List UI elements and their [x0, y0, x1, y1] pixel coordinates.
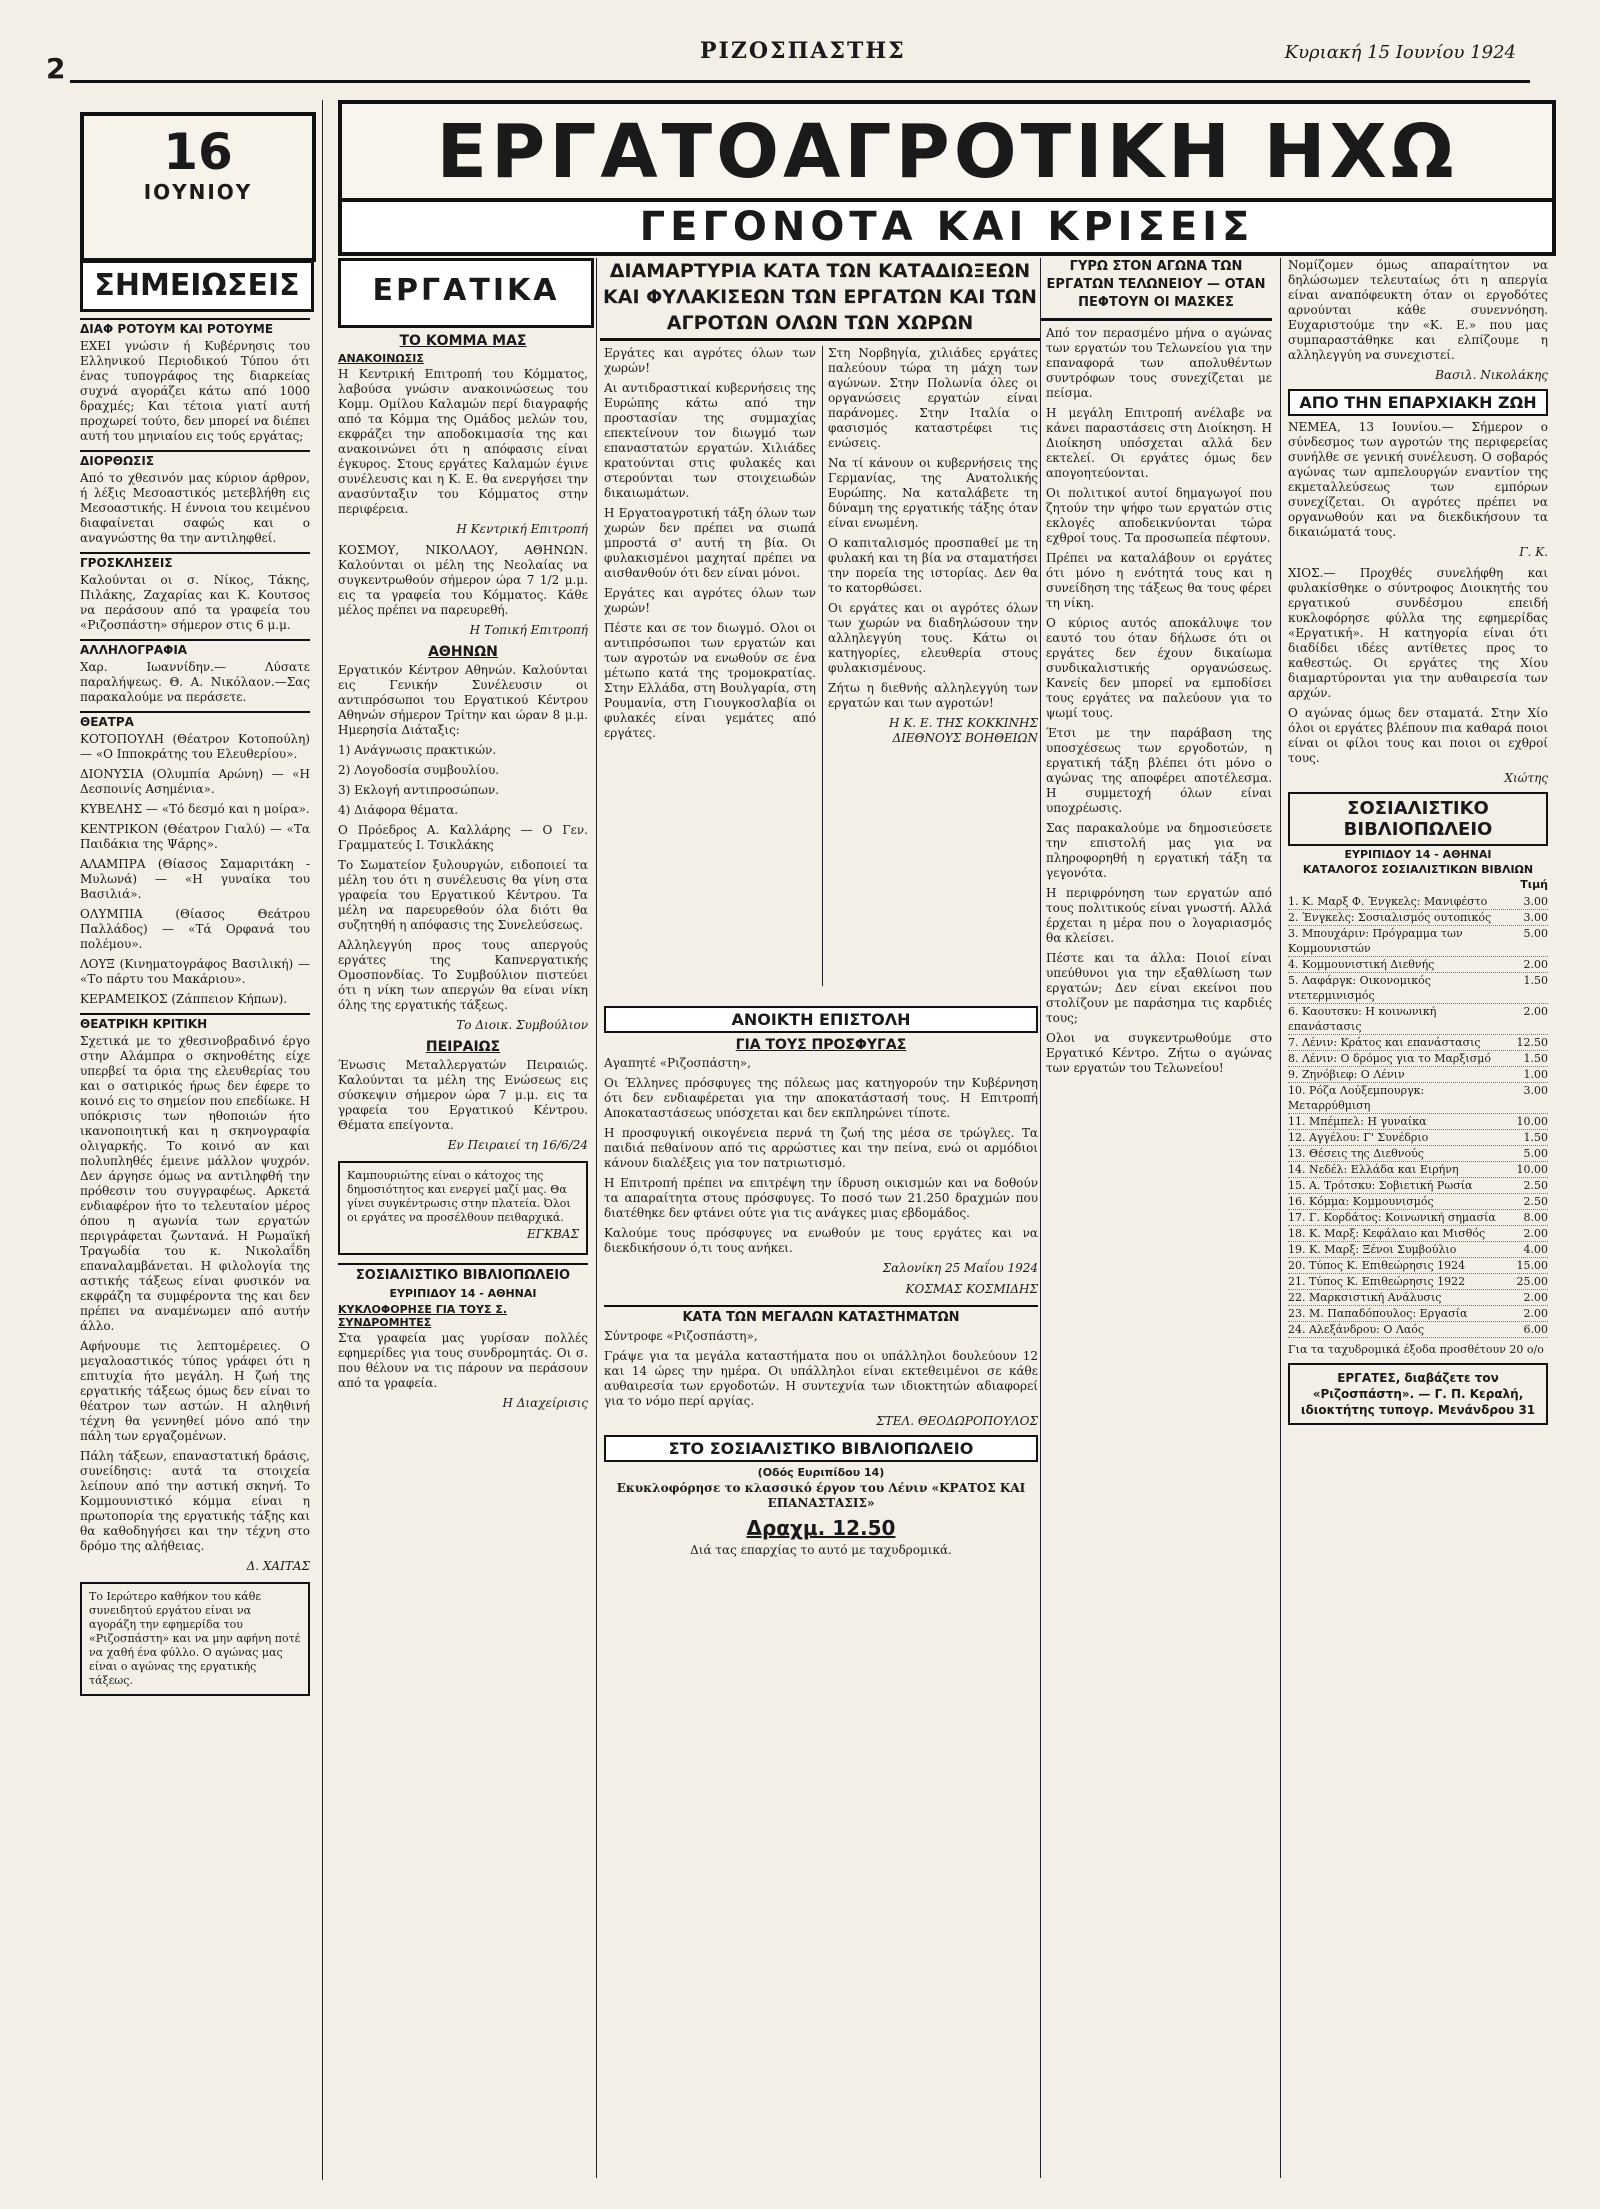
book-title: 21. Τύπος Κ. Επιθεώρησις 1922 [1288, 1275, 1466, 1288]
book-title: 1. Κ. Μαρξ Φ. Ένγκελς: Μανιφέστο [1288, 895, 1488, 908]
left-column [80, 312, 310, 2172]
piraeus-text: Ένωσις Μεταλλεργατών Πειραιώς. Καλούνται τα μέλη της Ενώσεως εις σύσκεψιν σήμερον ώρα 7 μ.μ. εις τα γραφεία του Εργατικού Κέντρου. Θέματα επείγοντα. [338, 1058, 588, 1132]
section-head: ΔΙΑΦ ΡΟΤΟΥΜ ΚΑΙ ΡΟΤΟΥΜΕ [80, 318, 310, 336]
letter2-salutation: Σύντροφε «Ριζοσπάστη», [604, 1329, 758, 1343]
section-text: ΕΧΕΙ γνώσιν ή Κυβέρνησις του Ελληνικού Περιοδικού Τύπου ότι ένας τυπογράφος της διαρκείας συχνά αγοράζει κάτω από 1000 δραχμές; Και τέτοια γιατί αυτή προχωρεί τούτο, δεν μπορεί να διέπει αυτή του μηνιαίου εις τούς εργάτας; [80, 339, 310, 443]
boxed-text: Καμπουριώτης είναι ο κάτοχος της δημοσιότητος και ενεργεί μαζί μας. Θα γίνει συγκέντρωσις στην πλατεία. Όλοι οι εργάτες να προσέλθουν πειθαρχικά. [347, 1169, 571, 1224]
party-signature: Η Τοπική Επιτροπή [469, 623, 588, 637]
section-head: ΑΛΛΗΛΟΓΡΑΦΙΑ [80, 639, 310, 657]
critique-text: Σχετικά με το χθεσινοβραδινό έργο στην Αλάμπρα ο σκηνοθέτης είχε υπερβεί τα όρια της ελευθερίας του και ο σατιρικός ήρως δεν έφερε το κοινό εις το σημείον που επεδίωκε. Η υπόκρισις των ηθοποιών ήτο ικανοποιητική και η σκηνογραφία ολιγαρκής. Το κοινό αν και πολυπληθές έμεινε μάλλον ψυχρόν. Δεν άργησε όμως να αντιληφθή την πρόθεσιν του συγγραφέως. Αρκετά ενδιαφέρον ήτο το τελευταίον μέρος όπου η αγωνία των εργατών περιγράφεται ζωντανά. Η Ρωμαϊκή Τραγωδία του κ. Νικολαΐδη επαναλαμβάνεται. Η φιλολογία της αστικής τάξεως είναι φυσικόν να εκφράζη τα συμφέροντα της και δεν πρέπει να αναμένωμεν από αυτήν άλλο. [80, 1034, 310, 1333]
book-price: 6.00 [1523, 1323, 1548, 1336]
book-price: 2.50 [1523, 1195, 1548, 1208]
book-title: 13. Θέσεις της Διεθνούς [1288, 1147, 1424, 1160]
letter-head: ΑΝΟΙΚΤΗ ΕΠΙΣΤΟΛΗ [604, 1006, 1038, 1033]
book-title: 24. Αλεξάνδρου: Ο Λαός [1288, 1323, 1425, 1336]
book-price: 3.00 [1523, 895, 1548, 908]
section-text: Από το χθεσινόν μας κύριον άρθρον, ή λέξις Μεσοαστικός μετεβλήθη εις Μεσοαστικής. Η έννοια του κειμένου διαφαίνεται σαφώς και ο αναγνώστης θα την αντιληφθεί. [80, 471, 310, 545]
struggle-paragraph: Η περιφρόνηση των εργατών από τους πολιτικούς είναι γνωστή. Αλλά έρχεται η μέρα που ο λογαριασμός θα κλείσει. [1046, 886, 1272, 945]
nemea-text: ΝΕΜΕΑ, 13 Ιουνίου.— Σήμερον ο σύνδεσμος των αγροτών της περιφερείας συνήλθε σε γενική συνέλευση. Ο σοβαρός αγώνας των αμπελουργών εναντίον της εκμεταλλεύσεως των εμπόρων συνεχίζεται. Οι αγρότες πρέπει να οργανωθούν και να διεκδικήσουν τα δικαιώματά τους. [1288, 420, 1548, 539]
book-price: 10.00 [1516, 1115, 1548, 1128]
banner-title: ΕΡΓΑΤΟΑΓΡΟΤΙΚΗ ΗΧΩ [436, 109, 1458, 195]
letter2-signature: ΣΤΕΛ. ΘΕΟΔΩΡΟΠΟΥΛΟΣ [876, 1414, 1038, 1428]
book-title: 16. Κόμμα: Κομμουνισμός [1288, 1195, 1434, 1208]
reader-notice-box: Το Ιερώτερο καθήκον του κάθε συνειδητού εργάτου είναι να αγοράζη την εφημερίδα του «Ριζοσπάστη» και να μην αφήνη ποτέ να χαθή ένα φύλλο. Ο αγώνας μας είναι ο αγώνας της εργατικής τάξεως. [80, 1582, 310, 1696]
struggle-paragraph: Η μεγάλη Επιτροπή ανέλαβε να κάνει παραστάσεις στη Διοίκηση. Η Διοίκηση υπόσχεται αλλά δεν εκτελεί. Οι εργάτες όμως δεν απογοητεύονται. [1046, 406, 1272, 480]
struggle-paragraph: Σας παρακαλούμε να δημοσιεύσετε την επιστολή μας για να πληροφορηθή η εργατική τάξη τα γεγονότα. [1046, 821, 1272, 880]
critique-head: ΘΕΑΤΡΙΚΗ ΚΡΙΤΙΚΗ [80, 1013, 310, 1031]
protest-paragraph: Πέστε και σε τον διωγμό. Ολοι οι αντιπρόσωποι των εργατών και των αγροτών να ενωθούν σε ένα μέτωπο κατά της τρομοκρατίας. Στην Ελλάδα, στη Βουλγαρία, στη Ρουμανία, στη Γιουγκοσλαβία οι φυλακές είναι γεμάτες από εργάτες. [604, 621, 816, 740]
right-column [1288, 258, 1548, 2173]
book-entry [1288, 1290, 1548, 1306]
book-price: 2.50 [1523, 1179, 1548, 1192]
critique-text: Αφήνουμε τις λεπτομέρειες. Ο μεγαλοαστικός τύπος γράφει ότι η επιτυχία ήτο μεγάλη. Η ζωή της εργατικής τάξεως όμως δεν είναι το θέατρον των αστών. Η αληθινή τέχνη θα γεννηθεί μόνο από την πάλη των εργαζομένων. [80, 1339, 310, 1443]
protest-column-2 [828, 346, 1038, 996]
struggle-headline: ΓΥΡΩ ΣΤΟΝ ΑΓΩΝΑ ΤΩΝ ΕΡΓΑΤΩΝ ΤΕΛΩΝΕΙΟΥ — ΟΤΑΝ ΠΕΦΤΟΥΝ ΟΙ ΜΑΣΚΕΣ [1040, 258, 1272, 321]
book-title: 5. Λαφάργκ: Οικονομικός ντετερμινισμός [1288, 974, 1431, 1002]
section-head: ΓΡΟΣΚΛΗΣΕΙΣ [80, 552, 310, 570]
theatre-entry: ΑΛΑΜΠΡΑ (Θίασος Σαμαριτάκη - Μυλωνά) — «Η γυναίκα του Βασιλιά». [80, 857, 310, 901]
books-note: Για τα ταχυδρομικά έξοδα προσθέτουν 20 ο/ο [1288, 1343, 1544, 1356]
column-rule [822, 346, 823, 986]
protest-paragraph: Ο καπιταλισμός προσπαθεί με τη φυλακή και τη βία να σταματήσει την πορεία της ιστορίας. Δεν θα το κατορθώσει. [828, 536, 1038, 595]
chios-text: Ο αγώνας όμως δεν σταματά. Στην Χίο όλοι οι εργάτες βλέπουν πια καθαρά ποιοι είναι οι φίλοι τους και ποιοι οι εχθροί τους. [1288, 706, 1548, 765]
ergatika-boxed-notice [338, 1161, 588, 1255]
struggle-column [1046, 326, 1272, 2172]
boxed-signature: ΕΓΚΒΑΣ [526, 1227, 579, 1241]
book-entry [1288, 1226, 1548, 1242]
book-entry [1288, 1322, 1548, 1338]
store-text: Στα γραφεία μας γυρίσαν πολλές εφημερίδες για τους συνδρομητάς. Οι σ. που θέλουν να τις πάρουν να περάσουν από τα γραφεία. [338, 1331, 588, 1390]
paper-name: ΡΙΖΟΣΠΑΣΤΗΣ [700, 38, 906, 64]
bookstore-address: ΕΥΡΙΠΙΔΟΥ 14 - ΑΘΗΝΑΙ [1344, 848, 1492, 861]
store2-sub: (Οδός Ευριπίδου 14) [757, 1466, 885, 1479]
book-price: 15.00 [1516, 1259, 1548, 1272]
book-price: 3.00 [1523, 1084, 1548, 1097]
party-signature: Η Κεντρική Επιτροπή [456, 522, 588, 536]
book-title: 3. Μπουχάριν: Πρόγραμμα των Κομμουνιστών [1288, 927, 1463, 955]
book-title: 12. Αγγέλου: Γ' Συνέδριο [1288, 1131, 1429, 1144]
book-price: 10.00 [1516, 1163, 1548, 1176]
date-month: ΙΟΥΝΙΟΥ [143, 180, 253, 204]
store-note: ΚΥΚΛΟΦΟΡΗΣΕ ΓΙΑ ΤΟΥΣ Σ. ΣΥΝΔΡΟΜΗΤΕΣ [338, 1303, 508, 1329]
athens-text: Εργατικόν Κέντρον Αθηνών. Καλούνται εις Γενικήν Συνέλευσιν οι αντιπρόσωποι του Εργατικού Κέντρου Αθηνών σήμερον Τρίτην και ώραν 8 μ.μ. Ημερησία Διάταξις: [338, 663, 588, 737]
book-title: 8. Λένιν: Ο δρόμος για το Μαρξισμό [1288, 1052, 1492, 1065]
book-price: 1.50 [1523, 974, 1548, 987]
letter-date: Σαλονίκη 25 Μαΐου 1924 [882, 1261, 1038, 1275]
book-entry [1288, 1274, 1548, 1290]
book-entry [1288, 1067, 1548, 1083]
book-entry [1288, 1130, 1548, 1146]
book-title: 9. Ζηνόβιεφ: Ο Λένιν [1288, 1068, 1405, 1081]
struggle-paragraph: Από τον περασμένο μήνα ο αγώνας των εργατών του Τελωνείου για την επαναφορά των απολυθέντων συντρόφων τους συνεχίζεται με πείσμα. [1046, 326, 1272, 400]
book-entry [1288, 1114, 1548, 1130]
book-price: 1.50 [1523, 1131, 1548, 1144]
union-text: Το Σωματείον ξυλουργών, ειδοποιεί τα μέλη του ότι η συνέλευσις θα γίνη στα γραφεία του Εργατικού Κέντρου. Τα μέλη να παρευρεθούν όλα διότι θα συζητηθή η απόφασις της Συνελεύσεως. [338, 858, 588, 932]
ergatika-box [338, 258, 594, 328]
protest-paragraph: Εργάτες και αγρότες όλων των χωρών! [604, 586, 816, 615]
critique-text: Πάλη τάξεων, επαναστατική δράσις, συνείδησις: αυτά τα στοιχεία λείπουν από την αστική σκηνή. Το Κομμουνιστικό κόμμα είναι η πρωτοπορία της εργατικής τάξης και θα καθοδηγήσει και την τέχνη στο δρόμο της αλήθειας. [80, 1449, 310, 1553]
letter-salutation: Αγαπητέ «Ριζοσπάστη», [604, 1056, 751, 1070]
ergatika-column [338, 330, 588, 2170]
protest-paragraph: Η Εργατοαγροτική τάξη όλων των χωρών δεν πρέπει να σιωπά μπροστά σ' αυτή τη βία. Οι φυλακισμένοι μαχηταί πρέπει να αισθανθούν ότι δεν είναι μόνοι. [604, 506, 816, 580]
protest-paragraph: Στη Νορβηγία, χιλιάδες εργάτες παλεύουν τώρα τη μάχη των αγώνων. Στην Πολωνία όλες οι οργανώσεις εργατών είναι παράνομες. Στην Ιταλία ο φασισμός καταστρέφει τις ενώσεις. [828, 346, 1038, 450]
book-entry [1288, 1004, 1548, 1035]
book-entry [1288, 1194, 1548, 1210]
book-title: 2. Ένγκελς: Σοσιαλισμός ουτοπικός [1288, 911, 1492, 924]
theatre-entry: ΚΕΡΑΜΕΙΚΟΣ (Ζάππειον Κήπων). [80, 992, 288, 1006]
book-title: 18. Κ. Μαρξ: Κεφάλαιο και Μισθός [1288, 1227, 1486, 1240]
book-price: 1.00 [1523, 1068, 1548, 1081]
book-title: 22. Μαρκσιστική Ανάλυσις [1288, 1291, 1442, 1304]
book-price: 2.00 [1523, 1307, 1548, 1320]
date-box [80, 112, 316, 262]
protest-paragraph: Να τί κάνουν οι κυβερνήσεις της Γερμανίας, της Ανατολικής Ευρώπης. Να καταλάβετε τη δύναμη της εργατικής τάξης όταν είναι ενωμένη. [828, 456, 1038, 530]
protest-headline: ΔΙΑΜΑΡΤΥΡΙΑ ΚΑΤΑ ΤΩΝ ΚΑΤΑΔΙΩΞΕΩΝ ΚΑΙ ΦΥΛΑΚΙΣΕΩΝ ΤΩΝ ΕΡΓΑΤΩΝ ΚΑΙ ΤΩΝ ΑΓΡΟΤΩΝ ΟΛΩΝ ΤΩΝ ΧΩΡΩΝ [600, 258, 1040, 341]
book-title: 19. Κ. Μαρξ: Ξένοι Συμβούλιο [1288, 1243, 1457, 1256]
life-head: ΑΠΟ ΤΗΝ ΕΠΑΡΧΙΑΚΗ ΖΩΗ [1288, 389, 1548, 416]
letter-author: ΚΟΣΜΑΣ ΚΟΣΜΙΔΗΣ [905, 1282, 1038, 1296]
section-head: ΔΙΟΡΘΩΣΙΣ [80, 450, 310, 468]
letter-sub: ΓΙΑ ΤΟΥΣ ΠΡΟΣΦΥΓΑΣ [735, 1037, 907, 1053]
letter-paragraph: Η προσφυγική οικογένεια περνά τη ζωή της μέσα σε τρώγλες. Τα παιδιά πεθαίνουν από τις αρρώστιες και την πείνα, ενώ οι αρμόδιοι κάνουν διαλέξεις για τον πατριωτισμό. [604, 1126, 1038, 1170]
book-entry [1288, 957, 1548, 973]
struggle-paragraph: Πρέπει να καταλάβουν οι εργάτες ότι μόνο η ενότητά τους και η συνείδηση της τάξεως θα τους φέρει τη νίκη. [1046, 551, 1272, 610]
book-title: 7. Λένιν: Κράτος και επανάστασις [1288, 1036, 1481, 1049]
agenda-item: 2) Λογοδοσία συμβουλίου. [338, 763, 500, 777]
book-price: 5.00 [1523, 927, 1548, 940]
book-title: 17. Γ. Κορδάτος: Κοινωνική σημασία [1288, 1211, 1496, 1224]
section-banner [338, 100, 1556, 202]
agenda-signature: Ο Πρόεδρος Α. Καλλάρης — Ο Γεν. Γραμματεύς Ι. Τσικλάκης [338, 823, 588, 852]
book-entry [1288, 973, 1548, 1004]
page-number: 2 [46, 52, 66, 85]
store2-note: Διά τας επαρχίας το αυτό με ταχυδρομικά. [690, 1543, 952, 1557]
union-signature: Το Διοικ. Συμβούλιον [456, 1018, 588, 1032]
struggle-paragraph: Ολοι να συγκεντρωθούμε στο Εργατικό Κέντρο. Ζήτω ο αγώνας των εργατών του Τελωνείου! [1046, 1031, 1272, 1075]
letter-paragraph: Η Επιτροπή πρέπει να επιτρέψη την ίδρυση οικισμών και να δοθούν τα απαραίτητα στους πρόσφυγες. Το ποσό των 21.250 δραχμών που διατέθηκε δεν φτάνει ούτε για τις ανάγκες μιας εβδομάδος. [604, 1176, 1038, 1220]
protest-column-1 [604, 346, 816, 996]
book-list [1288, 894, 1548, 1338]
column-rule [1040, 258, 1041, 2178]
price-column-head: Τιμή [1520, 878, 1548, 891]
agenda-item: 1) Ανάγνωσις πρακτικών. [338, 743, 497, 757]
theatre-entry: ΟΛΥΜΠΙΑ (Θίασος Θεάτρου Παλλάδος) — «Τά Ορφανά του πολέμου». [80, 907, 310, 951]
letter2-text: Γράψε για τα μεγάλα καταστήματα που οι υπάλληλοι δουλεύουν 12 και 14 ώρες την ημέρα. Οι υπάλληλοι είναι εκτεθειμένοι σε κάθε αυθαιρεσία των εργοδοτών. Η συντεχνία των ιδιοκτητών αδιαφορεί για το νόμο περί αργίας. [604, 1349, 1038, 1408]
critique-signature: Δ. ΧΑΙΤΑΣ [246, 1559, 310, 1573]
store-sub: ΕΥΡΙΠΙΔΟΥ 14 - ΑΘΗΝΑΙ [389, 1287, 537, 1300]
chios-signature: Χιώτης [1504, 771, 1548, 785]
store-head: ΣΟΣΙΑΛΙΣΤΙΚΟ ΒΙΒΛΙΟΠΩΛΕΙΟ [338, 1263, 588, 1283]
paper-date: Κυριακή 15 Ιουνίου 1924 [1284, 42, 1516, 63]
letter2-head: ΚΑΤΑ ΤΩΝ ΜΕΓΑΛΩΝ ΚΑΤΑΣΤΗΜΑΤΩΝ [604, 1305, 1038, 1325]
book-title: 4. Κομμουνιστική Διεθνής [1288, 958, 1435, 971]
section-text: Χαρ. Ιωαννίδην.— Λύσατε παραλήψεως. Θ. Α. Νικόλαον.—Σας παρακαλούμε να περάσετε. [80, 660, 310, 704]
book-entry [1288, 1051, 1548, 1067]
book-entry [1288, 926, 1548, 957]
footer-box: ΕΡΓΑΤΕΣ, διαβάζετε τον «Ριζοσπάστη». — Γ. Π. Κεραλή, ιδιοκτήτης τυπογρ. Μενάνδρου 31 [1288, 1363, 1548, 1425]
letter-paragraph: Οι Έλληνες πρόσφυγες της πόλεως μας κατηγορούν την Κυβέρνηση ότι δεν ενδιαφέρεται για την αποκατάστασή τους. Η Επιτροπή Αποκαταστάσεως υπόσχεται και δεν εκπληρώνει τίποτε. [604, 1076, 1038, 1120]
book-entry [1288, 1242, 1548, 1258]
athens-head: ΑΘΗΝΩΝ [428, 644, 498, 660]
protest-paragraph: Αι αντιδραστικαί κυβερνήσεις της Ευρώπης κάτω από την προστασίαν της συμμαχίας επεκτείνουν τον διωγμό των επαναστατών εργατών. Χιλιάδες κρατούνται στις φυλακές και στερούνται των στοιχειωδών δικαιωμάτων. [604, 381, 816, 500]
book-entry [1288, 1162, 1548, 1178]
store2-head: ΣΤΟ ΣΟΣΙΑΛΙΣΤΙΚΟ ΒΙΒΛΙΟΠΩΛΕΙΟ [604, 1435, 1038, 1462]
book-entry [1288, 1178, 1548, 1194]
letter-column [604, 1000, 1038, 2170]
book-entry [1288, 1210, 1548, 1226]
book-price: 2.00 [1523, 958, 1548, 971]
book-price: 2.00 [1523, 1005, 1548, 1018]
store2-text: Εκυκλοφόρησε το κλασσικό έργον του Λένιν «ΚΡΑΤΟΣ ΚΑΙ ΕΠΑΝΑΣΤΑΣΙΣ» [616, 1481, 1026, 1510]
book-price: 25.00 [1516, 1275, 1548, 1288]
book-entry [1288, 1306, 1548, 1322]
book-price: 2.00 [1523, 1227, 1548, 1240]
section-text: Καλούνται οι σ. Νίκος, Τάκης, Πιλάκης, Ζαχαρίας και Κ. Κουτσος να περάσουν από τα γραφεία του «Ριζοσπάστη» σήμερον στις 6 μ.μ. [80, 573, 310, 632]
party-text: ΚΟΣΜΟΥ, ΝΙΚΟΛΑΟΥ, ΑΘΗΝΩΝ. Καλούνται οι μέλη της Νεολαίας να συγκεντρωθούν σήμερον ώρα 7 1/2 μ.μ. εις τα γραφεία του Κόμματος. Κάθε μέλος πρέπει να παρευρεθή. [338, 543, 588, 617]
theatre-entry: ΚΥΒΕΛΗΣ — «Τό δεσμό και η μοίρα». [80, 802, 310, 816]
book-price: 5.00 [1523, 1147, 1548, 1160]
nemea-signature: Γ. Κ. [1519, 545, 1548, 559]
book-title: 6. Καουτσκυ: Η κοινωνική επανάστασις [1288, 1005, 1437, 1033]
book-title: 11. Μπέμπελ: Η γυναίκα [1288, 1115, 1427, 1128]
book-price: 1.50 [1523, 1052, 1548, 1065]
store-signature: Η Διαχείρισις [502, 1396, 588, 1410]
piraeus-signature: Εν Πειραιεί τη 16/6/24 [447, 1138, 588, 1152]
agenda-item: 3) Εκλογή αντιπροσώπων. [338, 783, 500, 797]
union-text: Αλληλεγγύη προς τους απεργούς εργάτες της Καπνεργατικής Ομοσπονδίας. Το Συμβούλιον πιστεύει ότι η νίκη των απεργών θα είναι νίκη όλης της εργατικής τάξεως. [338, 938, 588, 1012]
protest-paragraph: Οι εργάτες και οι αγρότες όλων των χωρών να διαδηλώσουν την αλληλεγγύη τους. Κάτω οι κατηγορίες, ελευθερία στους φυλακισμένους. [828, 601, 1038, 675]
column-rule [322, 100, 323, 2180]
book-price: 3.00 [1523, 911, 1548, 924]
book-title: 14. Νεδέλ: Ελλάδα και Ειρήνη [1288, 1163, 1459, 1176]
protest-paragraph: Εργάτες και αγρότες όλων των χωρών! [604, 346, 816, 375]
right-top-signature: Βασιλ. Νικολάκης [1435, 368, 1548, 382]
letter-paragraph: Καλούμε τους πρόσφυγες να ενωθούν με τους εργάτες και να διεκδικήσουν ό,τι τους ανήκει. [604, 1226, 1038, 1255]
theatre-entry: ΔΙΟΝΥΣΙΑ (Ολυμπία Αρώνη) — «Η Δεσποινίς Ασημένια». [80, 767, 310, 796]
book-price: 4.00 [1523, 1243, 1548, 1256]
theatre-entry: ΚΟΤΟΠΟΥΛΗ (Θέατρον Κοτοπούλη) — «Ο Ιπποκράτης του Ελευθερίου». [80, 732, 310, 761]
theatre-head: ΘΕΑΤΡΑ [80, 711, 310, 729]
right-top-text: Νομίζομεν όμως απαραίτητον να δηλώσωμεν τελευταίως ότι η απεργία είναι αναπόφευκτη όταν οι εργοδότες αρνούνται κάθε συνεννόηση. Ευχαριστούμε την «Κ. Ε.» που μας συμπαραστάθηκε και ελπίζουμε η αλληλεγγύη να συνεχιστεί. [1288, 258, 1548, 362]
protest-signature: Η Κ. Ε. ΤΗΣ ΚΟΚΚΙΝΗΣ ΔΙΕΘΝΟΥΣ ΒΟΗΘΕΙΩΝ [889, 716, 1038, 745]
book-price: 12.50 [1516, 1036, 1548, 1049]
bookstore-head: ΣΟΣΙΑΛΙΣΤΙΚΟ ΒΙΒΛΙΟΠΩΛΕΙΟ [1288, 792, 1548, 846]
party-head: ΤΟ ΚΟΜΜΑ ΜΑΣ [399, 333, 527, 349]
store2-price: Δραχμ. 12.50 [746, 1516, 896, 1540]
party-sub: ΑΝΑΚΟΙΝΩΣΙΣ [338, 352, 424, 365]
book-title: 15. Α. Τρότσκυ: Σοβιετική Ρωσία [1288, 1179, 1473, 1192]
book-title: 10. Ρόζα Λούξεμπουργκ: Μεταρρύθμιση [1288, 1084, 1425, 1112]
book-price: 2.00 [1523, 1291, 1548, 1304]
book-entry [1288, 1258, 1548, 1274]
book-title: 20. Τύπος Κ. Επιθεώρησις 1924 [1288, 1259, 1466, 1272]
struggle-paragraph: Ο κύριος αυτός αποκάλυψε τον εαυτό του όταν δήλωσε ότι οι εργάτες δεν έχουν δικαίωμα συνδικαλιστικής οργανώσεως. Κανείς δεν μπορεί να εμποδίσει τους εργάτες να παλεύουν για το ψωμί τους. [1046, 616, 1272, 720]
struggle-paragraph: Έτσι με την παράβαση της υποσχέσεως των εργοδοτών, η εργατική τάξη βλέπει ότι μόνο ο αγώνας της αποφέρει αποτέλεσμα. Η συμμετοχή όλων είναι υποχρέωσις. [1046, 726, 1272, 815]
theatre-entry: ΚΕΝΤΡΙΚΟΝ (Θέατρον Γιαλύ) — «Τα Παιδάκια της Ψάρης». [80, 822, 310, 851]
book-title: 23. Μ. Παπαδόπουλος: Εργασία [1288, 1307, 1468, 1320]
party-text: Η Κεντρική Επιτροπή του Κόμματος, λαβούσα γνώσιν ανακοινώσεως του Κομμ. Ομίλου Καλαμών περί διαγραφής από τα Κόμμα της Ομάδος μελών του, εκφράζει την αποδοκιμασία της και ανακοινώνει ότι η απόφασις είναι έγκυρος. Στους εργάτες Καλαμών έγινε συνέλευσις και η Κ. Ε. θα ενεργήσει την ανασύνταξιν του Κόμματος στην περιφέρεια. [338, 367, 588, 516]
book-entry [1288, 894, 1548, 910]
book-entry [1288, 910, 1548, 926]
agenda-item: 4) Διάφορα θέματα. [338, 803, 459, 817]
column-rule [596, 258, 597, 2178]
notes-title: ΣΗΜΕΙΩΣΕΙΣ [80, 260, 314, 312]
theatre-entry: ΛΟΥΞ (Κινηματογράφος Βασιλική) — «Το πάρτυ του Μακάριου». [80, 957, 310, 986]
book-entry [1288, 1083, 1548, 1114]
date-day: 16 [163, 123, 233, 181]
book-price: 8.00 [1523, 1211, 1548, 1224]
book-entry [1288, 1146, 1548, 1162]
struggle-paragraph: Πέστε και τα άλλα: Ποιοί είναι υπεύθυνοι για την εξαθλίωση των εργατών; Δεν είναι εκείνοι που στολίζουν με παράσημα τις καρδιές τους; [1046, 951, 1272, 1025]
bookstore-catalog-title: ΚΑΤΑΛΟΓΟΣ ΣΟΣΙΑΛΙΣΤΙΚΩΝ ΒΙΒΛΙΩΝ [1302, 863, 1534, 876]
piraeus-head: ΠΕΙΡΑΙΩΣ [425, 1039, 501, 1055]
column-rule [1280, 258, 1281, 2178]
book-entry [1288, 1035, 1548, 1051]
struggle-paragraph: Οι πολιτικοί αυτοί δημαγωγοί που ζητούν την ψήφο των εργατών στις εκλογές αποδεικνύονται τώρα εχθροί τους. Τα προσωπεία πέφτουν. [1046, 486, 1272, 545]
banner-subtitle: ΓΕΓΟΝΟΤΑ ΚΑΙ ΚΡΙΣΕΙΣ [338, 198, 1556, 256]
ergatika-label: ΕΡΓΑΤΙΚΑ [372, 273, 560, 308]
chios-text: ΧΙΟΣ.— Προχθές συνελήφθη και φυλακίσθηκε ο σύντροφος Διοικητής του εργατικού συνδέσμου επειδή κυκλοφόρησε φύλλα της εφημερίδας «Εργατική». Η κατηγορία είναι ότι διαδίδει ιδέες αντίθετες προς το καθεστώς. Οι εργάτες της Χίου διαμαρτύρονται για την αυθαιρεσία των αρχών. [1288, 566, 1548, 700]
protest-paragraph: Ζήτω η διεθνής αλληλεγγύη των εργατών και των αγροτών! [828, 681, 1038, 710]
